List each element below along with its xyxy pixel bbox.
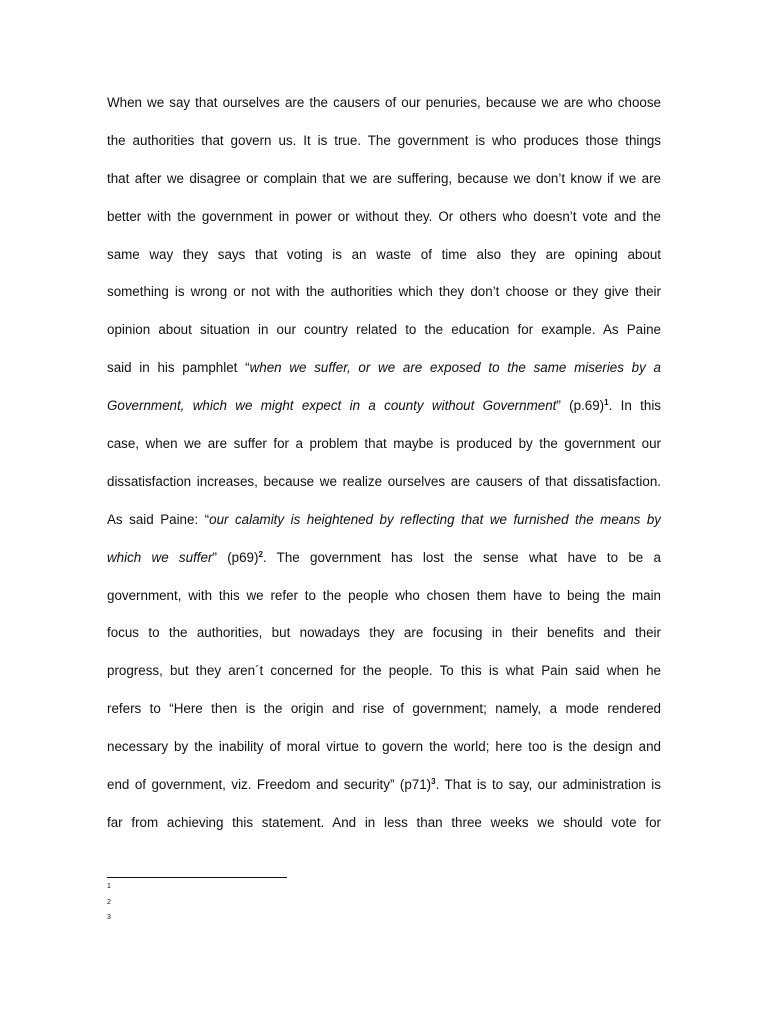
- text-line: end of government, viz. Freedom and security” $(p71)^3$. That is to say, our administration is: [107, 777, 661, 793]
- text-line: opinion about situation in our country related to the education for example. As Paine: [107, 322, 661, 338]
- footnote-separator: [107, 877, 287, 878]
- text-line: As said Paine: “our calamity is heightened by reflecting that we furnished the means by: [107, 511, 661, 527]
- text-line: the authorities that govern us. It is true. The government is who produces those things: [107, 132, 661, 148]
- quote-italic: which we suffer: [107, 549, 213, 565]
- text-line: case, when we are suffer for a problem that maybe is produced by the government our: [107, 436, 661, 452]
- footnote-ref: 3: [431, 777, 436, 787]
- footnote-2: 2: [107, 899, 111, 906]
- text-line: necessary by the inability of moral virtue to govern the world; here too is the design and: [107, 739, 661, 755]
- quote-italic: our calamity is heightened by reflecting that we furnished the means by: [209, 511, 661, 527]
- footnote-1: 1: [107, 883, 111, 890]
- quote-italic: Government, which we might expect in a county without Government: [107, 398, 557, 414]
- footnote-ref: 1: [604, 398, 609, 408]
- quote-italic: when we suffer, or we are exposed to the same miseries by a: [249, 360, 661, 376]
- text-line: far from achieving this statement. And in less than three weeks we should vote for: [107, 814, 661, 830]
- text-line: Government, which we might expect in a county without Government” $(p.69)^1$. In this: [107, 398, 661, 414]
- text-line: said in his pamphlet “when we suffer, or we are exposed to the same miseries by a: [107, 360, 661, 376]
- text-line: which we suffer” $(p69)^2$. The government has lost the sense what have to be a: [107, 549, 661, 565]
- text-line: focus to the authorities, but nowadays they are focusing in their benefits and their: [107, 625, 661, 641]
- text-line: better with the government in power or without they. Or others who doesn’t vote and the: [107, 208, 661, 224]
- text-line: that after we disagree or complain that we are suffering, because we don’t know if we are: [107, 170, 661, 186]
- footnote-3: 3: [107, 914, 111, 921]
- text-line: refers to “Here then is the origin and rise of government; namely, a mode rendered: [107, 701, 661, 717]
- text-line: same way they says that voting is an waste of time also they are opining about: [107, 246, 661, 262]
- text-line: When we say that ourselves are the causers of our penuries, because we are who choose: [107, 95, 661, 110]
- body-paragraph: [107, 84, 661, 842]
- text-line: something is wrong or not with the authorities which they don’t choose or they give their: [107, 284, 661, 300]
- text-line: dissatisfaction increases, because we realize ourselves are causers of that dissatisfaction.: [107, 473, 661, 489]
- text-line: government, with this we refer to the people who chosen them have to being the main: [107, 587, 661, 603]
- text-line: progress, but they aren´t concerned for the people. To this is what Pain said when he: [107, 663, 661, 679]
- footnote-ref: 2: [258, 549, 263, 559]
